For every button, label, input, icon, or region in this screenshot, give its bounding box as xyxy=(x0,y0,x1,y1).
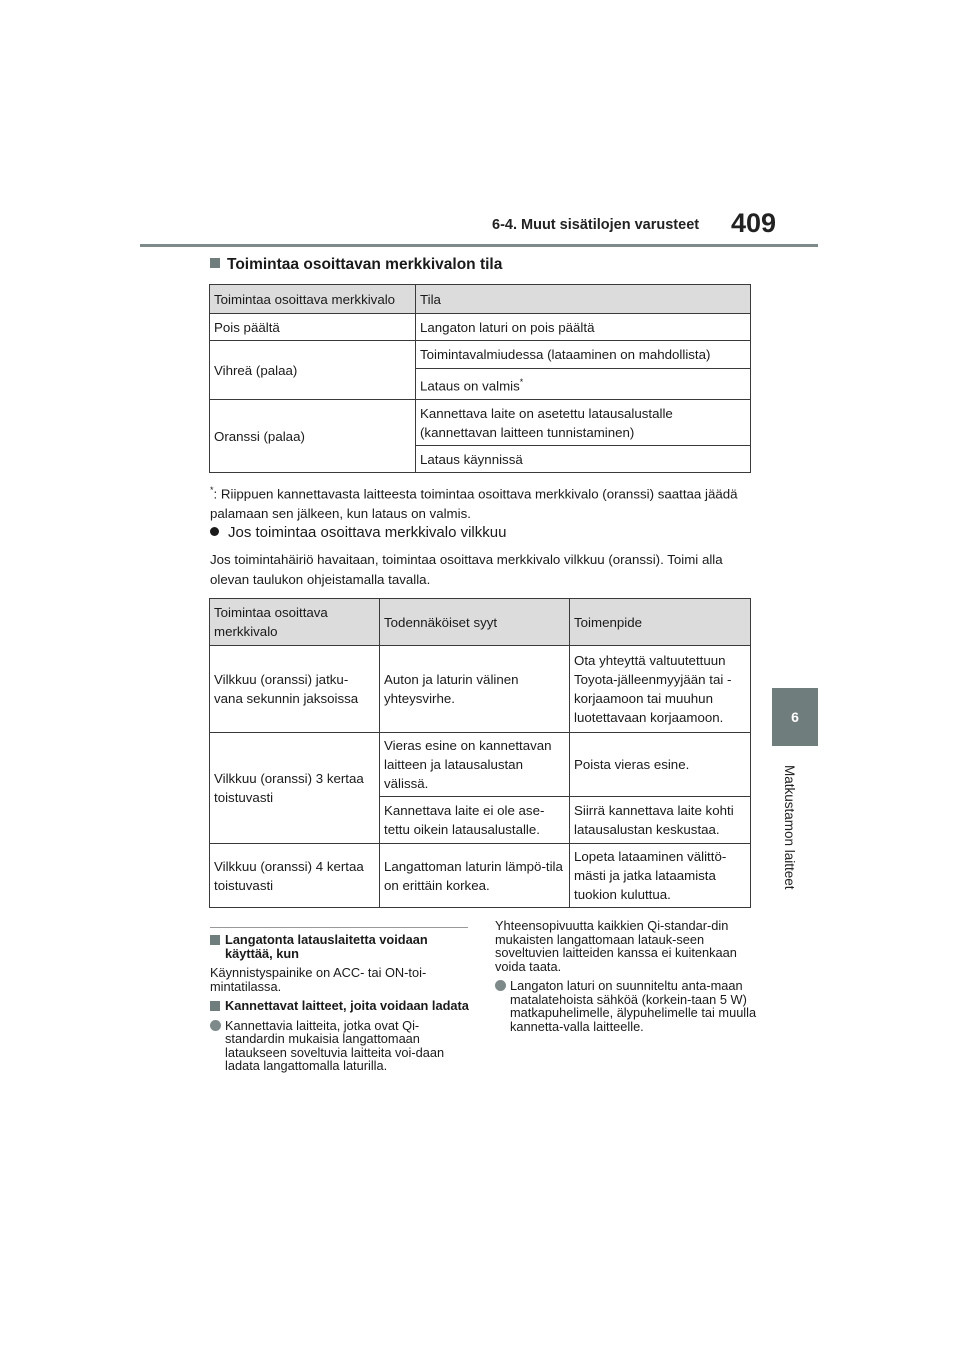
note-paragraph: Käynnistyspainike on ACC- tai ON-toi-mintatilassa. xyxy=(210,965,427,994)
table-cell: Vilkkuu (oranssi) jatku-vana sekunnin jaksoissa xyxy=(210,646,380,733)
notes-left-column xyxy=(210,933,472,1079)
table-cell: Langaton laturi on pois päältä xyxy=(416,314,751,341)
table-header: Toimintaa osoittava merkkivalo xyxy=(210,285,416,314)
section-title: 6-4. Muut sisätilojen varusteet xyxy=(492,217,700,233)
table-cell: Oranssi (palaa) xyxy=(210,400,416,473)
table-cell: Langattoman laturin lämpö-tila on erittäin korkea. xyxy=(380,844,570,908)
table-cell: Vieras esine on kannettavan laitteen ja latausalustan välissä. xyxy=(380,733,570,797)
note-heading-text: Langatonta latauslaitetta voidaan käyttää, kun xyxy=(225,932,428,961)
bullet-icon xyxy=(210,527,219,536)
note-heading-text: Kannettavat laitteet, joita voidaan ladata xyxy=(225,998,469,1013)
chapter-tab xyxy=(772,688,818,746)
table-cell: Vihreä (palaa) xyxy=(210,341,416,400)
table-header: Toimintaa osoittava merkkivalo xyxy=(210,599,380,646)
footnote-text: : Riippuen kannettavasta laitteesta toimintaa osoittava merkkivalo (oranssi) saattaa jäädä palamaan sen jälkeen, kun lataus on valmis. xyxy=(210,486,738,522)
table-cell: Ota yhteyttä valtuutettuun Toyota-jälleenmyyjään tai -korjaamoon tai muuhun luotettavaan korjaamoon. xyxy=(570,646,751,733)
table-header: Tila xyxy=(416,285,751,314)
table-cell: Lopeta lataaminen välittö-mästi ja jatka lataamista tuokion kuluttua. xyxy=(570,844,751,908)
cell-text: Lataus on valmis xyxy=(420,378,520,394)
footnote-mark: * xyxy=(519,376,524,387)
subheading xyxy=(210,524,506,541)
table-cell: Pois päältä xyxy=(210,314,416,341)
header-rule xyxy=(140,244,818,247)
note-bullet-text: Kannettavia laitteita, jotka ovat Qi-standardin mukaisia langattomaan lataukseen soveltuvia laitteita voi-daan ladata langattomalla laturilla. xyxy=(225,1017,445,1073)
notes-divider xyxy=(210,927,468,928)
table-cell: Toimintavalmiudessa (lataaminen on mahdollista) xyxy=(416,341,751,369)
note-heading xyxy=(210,933,472,960)
section-heading-text: Toimintaa osoittavan merkkivalon tila xyxy=(227,256,503,273)
table-header: Todennäköiset syyt xyxy=(380,599,570,646)
note-bullet-text: Langaton laturi on suunniteltu anta-maan matalatehoista sähköä (korkein-taan 5 W) matkapuhelimelle, älypuhelimelle tai muulla kannetta-valla laitteelle. xyxy=(510,978,757,1034)
chapter-label: Matkustamon laitteet xyxy=(782,765,797,890)
blinking-indicator-table xyxy=(209,598,751,908)
footnote xyxy=(210,480,755,524)
square-bullet-icon xyxy=(210,935,220,945)
table-cell: Poista vieras esine. xyxy=(570,733,751,797)
table-cell: Lataus käynnissä xyxy=(416,446,751,473)
footnote-mark: * xyxy=(210,485,214,495)
note-paragraph: Yhteensopivuutta kaikkien Qi-standar-din mukaisten langattomaan latauk-seen soveltuvien laitteiden kanssa ei kuitenkaan voida taata. xyxy=(495,918,737,974)
table-cell: Kannettava laite on asetettu latausalustalle (kannettavan laitteen tunnistaminen) xyxy=(416,400,751,446)
circle-bullet-icon xyxy=(210,1020,221,1031)
intro-paragraph: Jos toimintahäiriö havaitaan, toimintaa osoittava merkkivalo vilkkuu (oranssi). Toimi alla olevan taulukon ohjeistamalla tavalla. xyxy=(210,552,723,587)
note-bullet xyxy=(495,979,757,1033)
table-cell: Vilkkuu (oranssi) 4 kertaa toistuvasti xyxy=(210,844,380,908)
square-bullet-icon xyxy=(210,258,220,268)
page-number: 409 xyxy=(731,208,777,238)
table-cell: Auton ja laturin välinen yhteysvirhe. xyxy=(380,646,570,733)
table-cell: Vilkkuu (oranssi) 3 kertaa toistuvasti xyxy=(210,733,380,844)
table-cell: Siirrä kannettava laite kohti latausalustan keskustaa. xyxy=(570,797,751,844)
note-heading xyxy=(210,999,472,1013)
circle-bullet-icon xyxy=(495,980,506,991)
chapter-number: 6 xyxy=(791,709,799,725)
indicator-status-table xyxy=(209,284,751,473)
note-bullet xyxy=(210,1019,472,1073)
notes-right-column xyxy=(495,919,757,1039)
table-cell: Kannettava laite ei ole ase-tettu oikein latausalustalle. xyxy=(380,797,570,844)
square-bullet-icon xyxy=(210,1001,220,1011)
section-heading xyxy=(210,256,502,274)
subheading-text: Jos toimintaa osoittava merkkivalo vilkkuu xyxy=(228,524,507,541)
table-cell xyxy=(416,369,751,400)
table-header: Toimenpide xyxy=(570,599,751,646)
